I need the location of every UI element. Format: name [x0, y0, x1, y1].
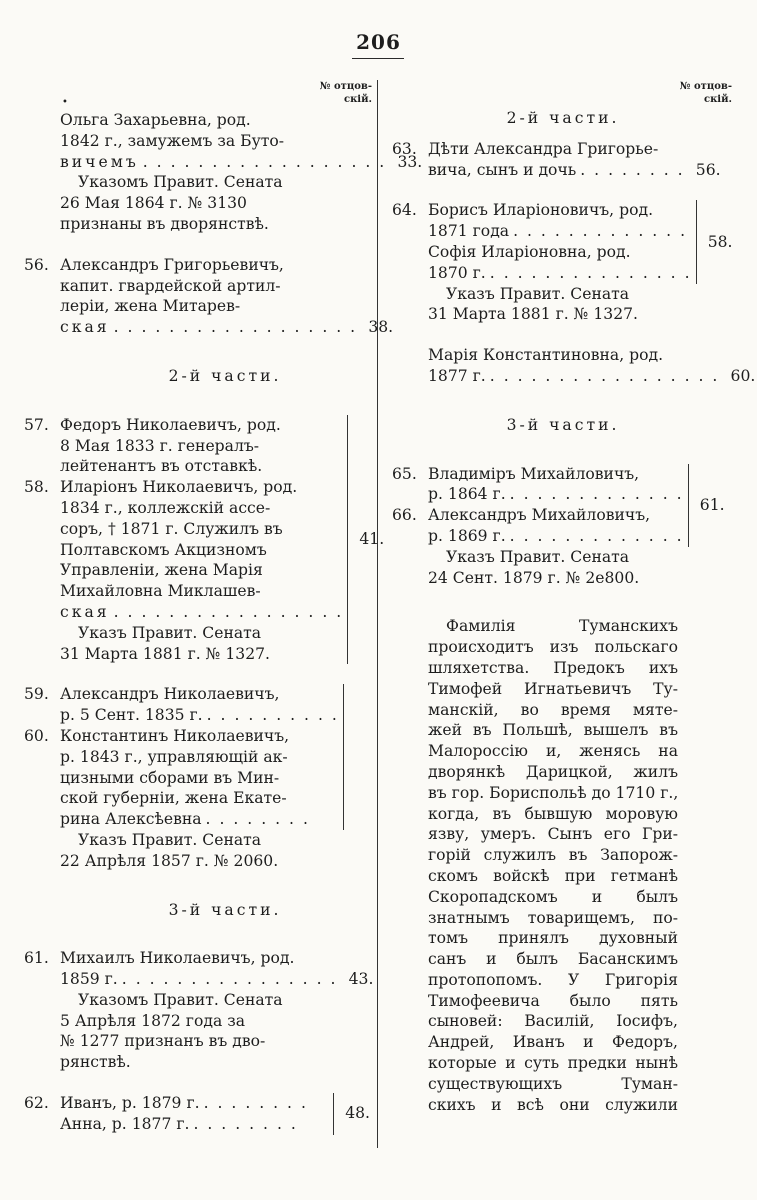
entry-56: 56. Александръ Григорьевичъ, капит. гвардейской артил- леріи, жена Митарев- ская . . . . . . . . . . . . . . . . . . 38.	[24, 255, 394, 337]
right-column: 2-й части. 63. Дѣти Александра Григорье- вича, сынъ и дочь . . . . . . . . 56. 64. Борисъ Иларіоновичъ, род. 1871 года . . . . . . . . . . . . . Софія Иларіоновна, род. 1870 г. . . . . . . . . . . . . . . . 58. Указъ Правит. Сената 31 Марта 1881 г. № 1327. Марія Константиновна, род. 1877 г. . . . . . . . . . . . . . . . . . 60. 3-й части. 65. Владиміръ Михайловичъ, р. 1864 г. . . . . . . . . . . . . . 66. Александръ Михайловичъ, р. 1869 г. . . . . . . . . . . . . . 61. Указъ Правит. Сената 24 Сент. 1879 г. № 2е800. Фамилія Туманскихъ происходитъ изъ польскаго шляхетства. Предокъ ихъ Тимофей Игнатьевичъ Ту- манскій, во время мяте- жей въ Польшѣ, вышелъ въ Малороссію и, женясь на дворянкѣ Дарицкой, жилъ въ гор. Бориспольѣ до 1710 г., когда, въ бывшую моровую язву, умеръ. Сынъ его Гри- горій служилъ въ Запорож- скомъ войскѣ при гетманѣ Скоропадскомъ и былъ знатнымъ товарищемъ, по- томъ принялъ духовный санъ и былъ Басанскимъ протопопомъ. У Григорія Тимофеевича было пять сыновей: Василій, Іосифъ, Андрей, Иванъ и Федоръ, которые и суть предки нынѣ существующихъ Туман- скихъ и всѣ они служили	[392, 109, 756, 1114]
entry-group-59-60	[24, 684, 339, 830]
paragraph-line: шляхетства. Предокъ ихъ	[428, 658, 678, 677]
paragraph-line: Андрей, Иванъ и Федоръ,	[428, 1033, 678, 1052]
note-line: Указомъ Правит. Сената	[78, 990, 283, 1009]
paragraph-line: Малороссію и, женясь на	[428, 742, 678, 761]
note-line: Указомъ Правит. Сената	[78, 173, 283, 192]
entry-line: 1877 г.	[428, 366, 486, 385]
entry-line: цизными сборами въ Мин-	[60, 768, 280, 787]
entry-line: Александръ Николаевичъ,	[60, 685, 280, 704]
entry-line: капит. гвардейской артил-	[60, 276, 281, 295]
entry-number: 58.	[24, 478, 49, 497]
entry-line: р. 1869 г.	[428, 526, 506, 545]
page-ref: 43.	[348, 970, 374, 989]
entry-line: Иларіонъ Николаевичъ, род.	[60, 478, 298, 497]
entry-line: Анна, р. 1877 г.	[60, 1114, 190, 1133]
paragraph-line: санъ и былъ Басанскимъ	[428, 950, 678, 969]
entry-group-57-58	[24, 415, 385, 665]
entry-line: 1871 года	[428, 222, 510, 241]
entry-line: 1859 г.	[60, 970, 118, 989]
entry-line: Владиміръ Михайловичъ,	[428, 464, 640, 483]
section-heading-2: 2-й части.	[168, 366, 282, 385]
paragraph-line: Тимофеевича было пять	[428, 991, 678, 1010]
entry-group-65-66	[392, 464, 725, 547]
section-heading-3: 3-й части.	[168, 900, 282, 919]
entry-line: Константинъ Николаевичъ,	[60, 726, 290, 745]
entry-line: 8 Мая 1833 г. генералъ-	[60, 436, 260, 455]
entry-line: Марія Константиновна, род.	[428, 346, 664, 365]
entry-62: 62. Иванъ, р. 1879 г. . . . . . . . . Анна, р. 1877 г. . . . . . . . . 48.	[24, 1094, 370, 1133]
entry-line: 1870 г.	[428, 263, 486, 282]
entry-line: Борисъ Иларіоновичъ, род.	[428, 201, 654, 220]
entry-line: Федоръ Николаевичъ, род.	[60, 415, 281, 434]
paragraph-line: Фамилія Туманскихъ	[446, 617, 678, 636]
family-history-paragraph	[392, 616, 714, 1115]
page-ref: 61.	[699, 495, 725, 514]
page-ref: 38.	[368, 318, 394, 337]
entry-63: 63. Дѣти Александра Григорье- вича, сынъ и дочь . . . . . . . . 56.	[392, 139, 721, 179]
entry-line: р. 1843 г., управляющій ак-	[60, 747, 288, 766]
paragraph-line: скихъ и всѣ они служили	[428, 1095, 678, 1114]
page-ref: 33.	[397, 152, 423, 171]
entry-line: Иванъ, р. 1879 г.	[60, 1094, 200, 1113]
entry-line: ской губерніи, жена Екате-	[60, 789, 287, 808]
entry-line: вича, сынъ и дочь	[428, 160, 577, 179]
paragraph-line: Тимофей Игнатьевичъ Ту-	[428, 679, 678, 698]
entry-number: 64.	[392, 201, 417, 220]
note-line: 31 Марта 1881 г. № 1327.	[428, 305, 639, 324]
page-number: 206	[356, 30, 401, 54]
section-heading-2: 2-й части.	[506, 109, 620, 127]
page-ref: 58.	[707, 232, 733, 251]
entry-line: ская	[60, 602, 110, 621]
paragraph-line: горій служилъ въ Запорож-	[428, 846, 678, 865]
entry-line: Полтавскомъ Акцизномъ	[60, 540, 267, 559]
entry-57	[24, 415, 343, 477]
margin-mark: •	[62, 97, 68, 108]
entry-number: 62.	[24, 1094, 49, 1113]
note-line: № 1277 признанъ въ дво-	[60, 1032, 266, 1051]
note-line: 24 Сент. 1879 г. № 2е800.	[428, 568, 640, 587]
paragraph-line: происходитъ изъ польскаго	[428, 638, 678, 657]
entry-number: 57.	[24, 415, 49, 434]
paragraph-line: въ гор. Бориспольѣ до 1710 г.,	[428, 783, 679, 802]
entry-line: ская	[60, 318, 110, 337]
entry-61: 61. Михаилъ Николаевичъ, род. 1859 г. . . . . . . . . . . . . . . . . 43. Указомъ Правит. Сената 5 Апрѣля 1872 года за № 1277 признанъ въ дво- рянствѣ.	[24, 949, 374, 1072]
note-line: признаны въ дворянствѣ.	[60, 214, 269, 233]
entry-continuation: Ольга Захарьевна, род. 1842 г., замужемъ за Буто- вичемъ . . . . . . . . . . . . . . . . . . 33. Указомъ Правит. Сената 26 Мая 1864 г. № 3130 признаны въ дворянствѣ.	[60, 111, 423, 233]
paragraph-line: язву, умеръ. Сынъ его Гри-	[428, 825, 678, 844]
entry-number: 63.	[392, 139, 417, 158]
paragraph-line: томъ принялъ духовный	[428, 929, 678, 948]
entry-line: Ольга Захарьевна, род.	[60, 111, 251, 129]
page-ref: 48.	[345, 1104, 370, 1123]
entry-number: 59.	[24, 685, 49, 704]
left-column-header: № отцов- скій.	[319, 81, 372, 105]
entry-line: Управленіи, жена Марія	[60, 561, 263, 580]
entry-number: 60.	[24, 726, 49, 745]
entry-line: 1842 г., замужемъ за Буто-	[60, 131, 285, 150]
entry-line: Михайловна Миклашев-	[60, 582, 261, 601]
entry-line: вичемъ	[60, 152, 139, 171]
entry-number: 65.	[392, 464, 417, 483]
entry-line: лейтенантъ въ отставкѣ.	[60, 457, 263, 476]
note-line: 22 Апрѣля 1857 г. № 2060.	[60, 851, 279, 870]
entry-line: Дѣти Александра Григорье-	[428, 139, 659, 158]
paragraph-line: существующихъ Туман-	[428, 1074, 678, 1093]
note-line: 26 Мая 1864 г. № 3130	[60, 194, 247, 213]
note-line: Указъ Правит. Сената	[446, 547, 630, 566]
note-line: рянствѣ.	[60, 1053, 131, 1072]
entry-64: 64. Борисъ Иларіоновичъ, род. 1871 года . . . . . . . . . . . . . Софія Иларіоновна, род. 1870 г. . . . . . . . . . . . . . . . 58.	[392, 201, 733, 282]
entry-line: леріи, жена Митарев-	[60, 297, 241, 316]
entry-number: 56.	[24, 255, 49, 274]
paragraph-line: манскій, во время мяте-	[428, 700, 678, 719]
paragraph-line: знатнымъ товарищемъ, по-	[428, 908, 678, 927]
page-ref: 60.	[730, 366, 756, 385]
entry-line: Александръ Григорьевичъ,	[60, 255, 284, 274]
entry-line: р. 5 Сент. 1835 г.	[60, 706, 203, 725]
entry-65: 65. Владиміръ Михайловичъ, р. 1864 г. . . . . . . . . . . . . .	[392, 464, 684, 504]
entry-60: 60. Константинъ Николаевичъ, р. 1843 г., управляющій ак- цизными сборами въ Мин- ской губерніи, жена Екате- рина Алексѣевна . . . . . . . .	[24, 726, 339, 830]
note-line: Указъ Правит. Сената	[78, 830, 262, 849]
entry-number: 66.	[392, 506, 417, 525]
paragraph-line: скомъ войскѣ при гетманѣ	[428, 866, 678, 885]
note-line: 5 Апрѣля 1872 года за	[60, 1011, 246, 1030]
page-ref: 56.	[695, 160, 721, 179]
entry-line: Александръ Михайловичъ,	[428, 506, 651, 525]
entry-line: Софія Иларіоновна, род.	[428, 242, 631, 261]
paragraph-line: дворянкѣ Дарицкой, жилъ	[428, 762, 678, 781]
paragraph-line: Скоропадскомъ и былъ	[428, 887, 678, 906]
paragraph-line: когда, въ бывшую моровую	[428, 804, 678, 823]
paragraph-line: которые и суть предки нынѣ	[428, 1054, 678, 1073]
note-line: Указъ Правит. Сената	[446, 284, 630, 303]
paragraph-line: сыновей: Василій, Іосифъ,	[428, 1012, 678, 1031]
page-number-underline	[352, 58, 404, 59]
entry-line: соръ, † 1871 г. Служилъ въ	[60, 519, 283, 538]
note-line: 31 Марта 1881 г. № 1327.	[60, 644, 271, 663]
section-heading-3: 3-й части.	[506, 415, 620, 434]
paragraph-line: жей въ Польшѣ, вышелъ въ	[428, 721, 678, 740]
entry-line: р. 1864 г.	[428, 485, 506, 504]
entry-66: 66. Александръ Михайловичъ, р. 1869 г. . . . . . . . . . . . . .	[392, 506, 684, 545]
entry-58: 58. Иларіонъ Николаевичъ, род. 1834 г., коллежскій ассе- соръ, † 1871 г. Служилъ въ Полтавскомъ Акцизномъ Управленіи, жена Марія Михайловна Миклашев- ская . . . . . . . . . . . . . . . . . Указъ Правит. Сената 31 Марта 1881 г. № 1327.	[24, 478, 344, 663]
right-column-header: № отцов- скій.	[679, 81, 732, 105]
page-ref: 41.	[359, 530, 385, 549]
entry-line: Михаилъ Николаевичъ, род.	[60, 949, 295, 968]
note-line: Указъ Правит. Сената	[78, 623, 262, 642]
entry-line: 1834 г., коллежскій ассе-	[60, 498, 271, 517]
entry-line: рина Алексѣевна	[60, 810, 202, 829]
entry-number: 61.	[24, 949, 49, 968]
entry-59: 59. Александръ Николаевичъ, р. 5 Сент. 1835 г. . . . . . . . . . .	[24, 685, 339, 725]
paragraph-line: протопопомъ. У Григорія	[428, 970, 678, 989]
